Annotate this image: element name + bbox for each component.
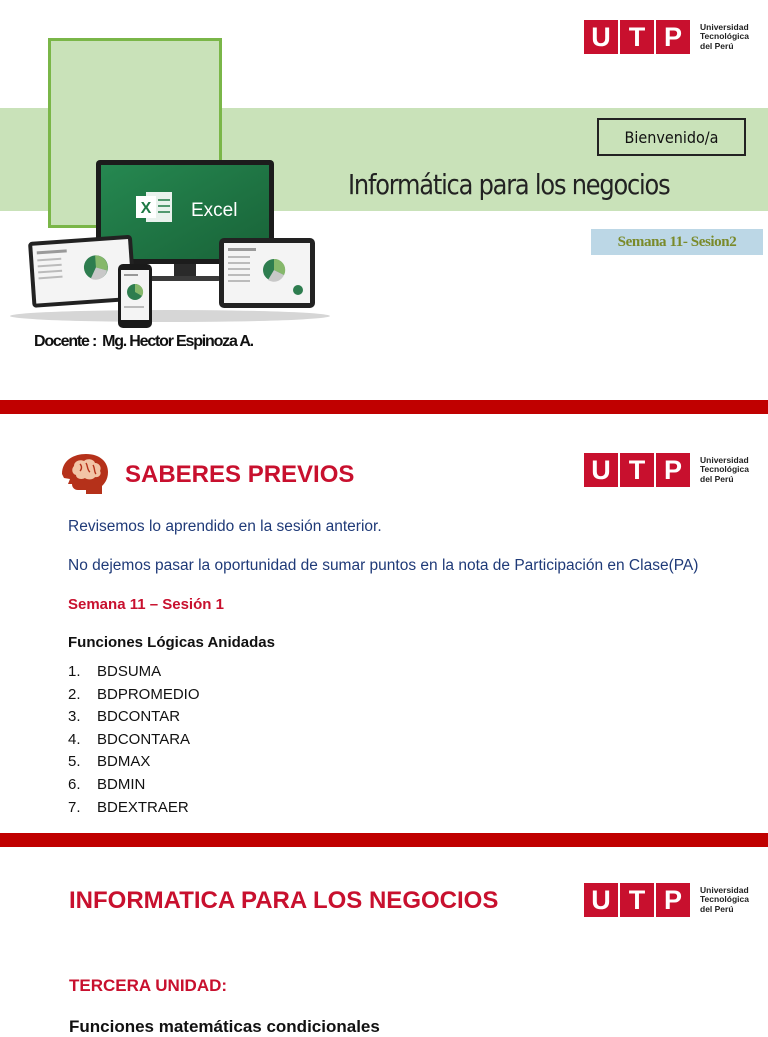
university-name: Universidad Tecnológica del Perú: [700, 454, 749, 484]
intro-line: Revisemos lo aprendido en la sesión anterior.: [68, 518, 382, 535]
list-item: 6. BDMIN: [68, 775, 146, 793]
logo-letter-p: P: [656, 883, 690, 917]
slide-title: SABERES PREVIOS: [125, 461, 355, 488]
list-item: 1. BDSUMA: [68, 663, 162, 680]
welcome-box: Bienvenido/a: [597, 118, 746, 156]
list-item: 3. BDCONTAR: [68, 708, 181, 726]
slide-divider: [0, 833, 768, 847]
cover-slide: [0, 0, 768, 400]
participation-line: No dejemos pasar la oportunidad de sumar puntos en la nota de Participación en Clase(PA): [68, 557, 699, 574]
university-name: Universidad Tecnológica del Perú: [700, 21, 749, 51]
list-item: 5. BDMAX: [68, 753, 151, 771]
svg-text:Excel: Excel: [191, 200, 238, 221]
list-item: 4. BDCONTARA: [68, 730, 191, 748]
logo-letter-u: U: [584, 20, 618, 54]
excel-devices-illustration: [0, 150, 330, 330]
logo-letter-t: T: [620, 20, 654, 54]
list-item: 7. BDEXTRAER: [68, 798, 189, 816]
svg-text:X: X: [140, 200, 152, 217]
teacher-label: Docente :: [34, 333, 97, 350]
utp-logo: [584, 453, 749, 487]
logo-letter-p: P: [656, 453, 690, 487]
university-name: Universidad Tecnológica del Perú: [700, 884, 749, 914]
logo-letter-t: T: [620, 883, 654, 917]
section-subtitle: Funciones Lógicas Anidadas: [68, 634, 275, 651]
teacher-line: [34, 333, 253, 351]
functions-list: [68, 661, 200, 819]
logo-letter-t: T: [620, 453, 654, 487]
week-badge: Semana 11- Sesion2: [591, 229, 763, 255]
logo-letter-u: U: [584, 883, 618, 917]
utp-logo: [584, 20, 749, 54]
course-title: Informática para los negocios: [348, 168, 670, 201]
session-label: Semana 11 – Sesión 1: [68, 596, 224, 613]
cut-off-text: Funciones matemáticas condicionales: [69, 1017, 380, 1036]
excel-icon: [136, 192, 172, 222]
slide-title: INFORMATICA PARA LOS NEGOCIOS: [69, 887, 499, 914]
logo-letter-u: U: [584, 453, 618, 487]
logo-letter-p: P: [656, 20, 690, 54]
slide-divider: [0, 400, 768, 414]
unit-subtitle: TERCERA UNIDAD:: [69, 976, 228, 995]
brain-head-icon: [56, 452, 112, 496]
utp-logo: [584, 883, 749, 917]
list-item: 2. BDPROMEDIO: [68, 685, 200, 703]
teacher-name: Mg. Hector Espinoza A.: [102, 333, 253, 350]
